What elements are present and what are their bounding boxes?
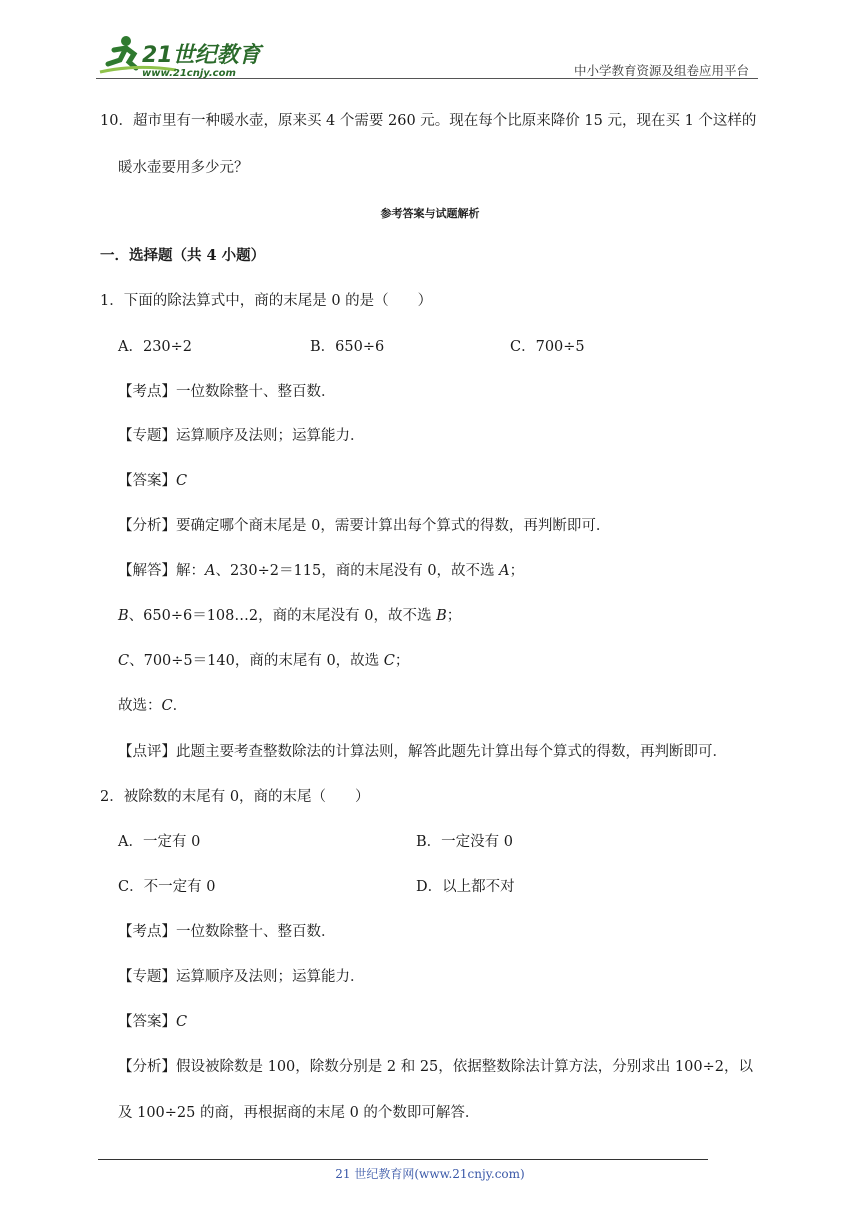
q1-kaodian: 【考点】一位数除整十、整百数． xyxy=(118,384,336,400)
q1-var-c: C xyxy=(118,653,130,669)
q1-jieda-b-end: ； xyxy=(446,608,462,624)
site-logo xyxy=(96,34,266,80)
q1-dianping: 【点评】此题主要考查整数除法的计算法则，解答此题先计算出每个算式的得数，再判断即可． xyxy=(118,744,727,760)
q1-guxuan-label: 故选： xyxy=(118,698,162,714)
question-10-line2: 暖水壶要用多少元？ xyxy=(118,160,249,176)
header-divider xyxy=(96,78,758,79)
question-10-line1: 10．超市里有一种暖水壶，原来买 4 个需要 260 元。现在每个比原来降价 15 元，现在买 1 个这样的 xyxy=(100,113,757,129)
q1-stem: 1．下面的除法算式中，商的末尾是 0 的是（ ） xyxy=(100,293,433,309)
q1-fenxi: 【分析】要确定哪个商末尾是 0，需要计算出每个算式的得数，再判断即可． xyxy=(118,518,611,534)
q1-answer-value: C xyxy=(176,473,188,489)
q1-jieda-a xyxy=(118,561,524,581)
answers-title: 参考答案与试题解析 xyxy=(380,207,480,220)
q2-fenxi-line1: 【分析】假设被除数是 100，除数分别是 2 和 25，依据整数除法计算方法，分别求出 100÷2，以 xyxy=(118,1059,753,1075)
footer-link[interactable]: 21 世纪教育网(www.21cnjy.com) xyxy=(335,1167,525,1181)
q1-jieda-b-text: 、650÷6＝108…2，商的末尾没有 0，故不选 xyxy=(128,608,437,624)
q2-kaodian: 【考点】一位数除整十、整百数． xyxy=(118,924,336,940)
q2-option-c: C．不一定有 0 xyxy=(118,879,216,895)
q1-jieda-c-text: 、700÷5＝140，商的末尾有 0，故选 xyxy=(129,653,384,669)
q1-answer xyxy=(118,471,187,491)
q1-jieda-a-text: 、230÷2＝115，商的末尾没有 0，故不选 xyxy=(215,563,500,579)
q2-option-d: D．以上都不对 xyxy=(416,879,515,895)
q2-stem: 2．被除数的末尾有 0，商的末尾（ ） xyxy=(100,789,370,805)
q2-option-a: A．一定有 0 xyxy=(118,834,201,850)
q1-var-a: A xyxy=(205,563,216,579)
footer-divider xyxy=(98,1159,708,1160)
q1-jieda-c-end: ； xyxy=(394,653,410,669)
q2-fenxi-line2: 及 100÷25 的商，再根据商的末尾 0 的个数即可解答． xyxy=(118,1105,480,1121)
q2-answer-value: C xyxy=(176,1014,188,1030)
q2-option-b: B．一定没有 0 xyxy=(416,834,513,850)
q1-option-c: C．700÷5 xyxy=(510,339,585,355)
logo-text: 21世纪教育 xyxy=(142,43,261,68)
q1-var-b: B xyxy=(118,608,129,624)
platform-name: 中小学教育资源及组卷应用平台 xyxy=(574,63,750,78)
q1-var-c-end: C xyxy=(383,653,395,669)
q1-jieda-a-end: ； xyxy=(509,563,525,579)
q1-option-b: B．650÷6 xyxy=(310,339,385,355)
q2-answer-label: 【答案】 xyxy=(118,1014,176,1030)
q1-guxuan-end: ． xyxy=(172,698,188,714)
q1-option-a: A．230÷2 xyxy=(118,339,193,355)
runner-logo-icon xyxy=(96,34,266,80)
q1-guxuan-var: C xyxy=(161,698,173,714)
q2-answer xyxy=(118,1012,187,1032)
logo-url: www.21cnjy.com xyxy=(142,68,236,79)
section-title: 一．选择题（共 4 小题） xyxy=(100,247,266,264)
q1-var-b-end: B xyxy=(436,608,447,624)
q1-answer-label: 【答案】 xyxy=(118,473,176,489)
q1-jieda-c xyxy=(118,651,409,671)
q1-jieda-label: 【解答】解： xyxy=(118,563,205,579)
q1-jieda-b xyxy=(118,606,461,626)
q1-zhuanti: 【专题】运算顺序及法则；运算能力． xyxy=(118,428,365,444)
q1-guxuan xyxy=(118,696,187,716)
q2-zhuanti: 【专题】运算顺序及法则；运算能力． xyxy=(118,969,365,985)
q1-var-a-end: A xyxy=(499,563,510,579)
